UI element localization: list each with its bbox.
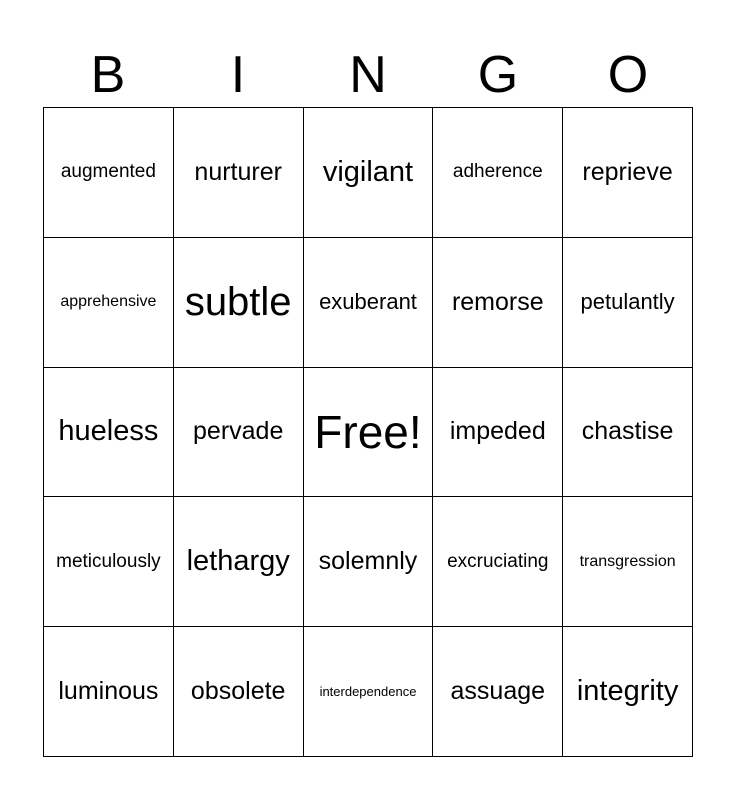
- bingo-cell[interactable]: [433, 108, 563, 238]
- cell-word: petulantly: [580, 289, 675, 315]
- header-letter-i: I: [230, 46, 246, 104]
- bingo-cell[interactable]: [433, 497, 563, 627]
- cell-word: interdependence: [319, 684, 417, 700]
- bingo-cell[interactable]: [563, 368, 693, 498]
- bingo-cell[interactable]: [44, 627, 174, 757]
- bingo-cell[interactable]: [304, 238, 434, 368]
- bingo-cell[interactable]: [304, 497, 434, 627]
- bingo-cell[interactable]: [433, 368, 563, 498]
- bingo-cell[interactable]: [433, 238, 563, 368]
- cell-word: subtle: [184, 279, 292, 324]
- bingo-cell[interactable]: [44, 108, 174, 238]
- bingo-cell[interactable]: [44, 238, 174, 368]
- cell-word: assuage: [450, 677, 546, 706]
- cell-word: nurturer: [194, 157, 282, 186]
- bingo-cell[interactable]: [174, 238, 304, 368]
- cell-word: augmented: [60, 161, 156, 183]
- cell-word: lethargy: [186, 545, 290, 578]
- header-letter-b: B: [90, 46, 126, 104]
- bingo-cell[interactable]: [174, 627, 304, 757]
- bingo-cell[interactable]: [174, 497, 304, 627]
- cell-word: remorse: [451, 287, 544, 316]
- cell-word: reprieve: [582, 157, 673, 186]
- bingo-cell[interactable]: [563, 497, 693, 627]
- cell-word: obsolete: [190, 677, 286, 706]
- bingo-cell[interactable]: [433, 627, 563, 757]
- bingo-board: [43, 107, 693, 757]
- cell-word: adherence: [452, 161, 543, 183]
- bingo-cell[interactable]: [44, 368, 174, 498]
- cell-word: impeded: [449, 417, 546, 446]
- bingo-cell[interactable]: [304, 627, 434, 757]
- cell-word: integrity: [576, 675, 679, 708]
- cell-word: exuberant: [319, 289, 417, 315]
- bingo-cell[interactable]: [174, 108, 304, 238]
- cell-word: chastise: [581, 417, 674, 446]
- free-space-label: Free!: [314, 405, 422, 458]
- cell-word: transgression: [579, 552, 676, 570]
- bingo-cell[interactable]: [563, 108, 693, 238]
- bingo-cell[interactable]: [563, 627, 693, 757]
- cell-word: hueless: [58, 415, 159, 448]
- header-letter-o: O: [607, 46, 649, 104]
- bingo-cell[interactable]: [563, 238, 693, 368]
- bingo-cell[interactable]: [174, 368, 304, 498]
- header-letter-n: N: [349, 46, 387, 104]
- cell-word: pervade: [193, 417, 284, 446]
- bingo-cell[interactable]: [304, 108, 434, 238]
- cell-word: meticulously: [56, 550, 161, 572]
- bingo-header: [43, 44, 693, 106]
- cell-word: solemnly: [318, 547, 418, 576]
- bingo-cell[interactable]: [44, 497, 174, 627]
- cell-word: vigilant: [322, 155, 414, 188]
- cell-word: excruciating: [447, 550, 549, 572]
- cell-word: apprehensive: [60, 293, 157, 311]
- free-space-cell[interactable]: [304, 368, 434, 498]
- header-letter-g: G: [477, 46, 519, 104]
- cell-word: luminous: [58, 677, 159, 706]
